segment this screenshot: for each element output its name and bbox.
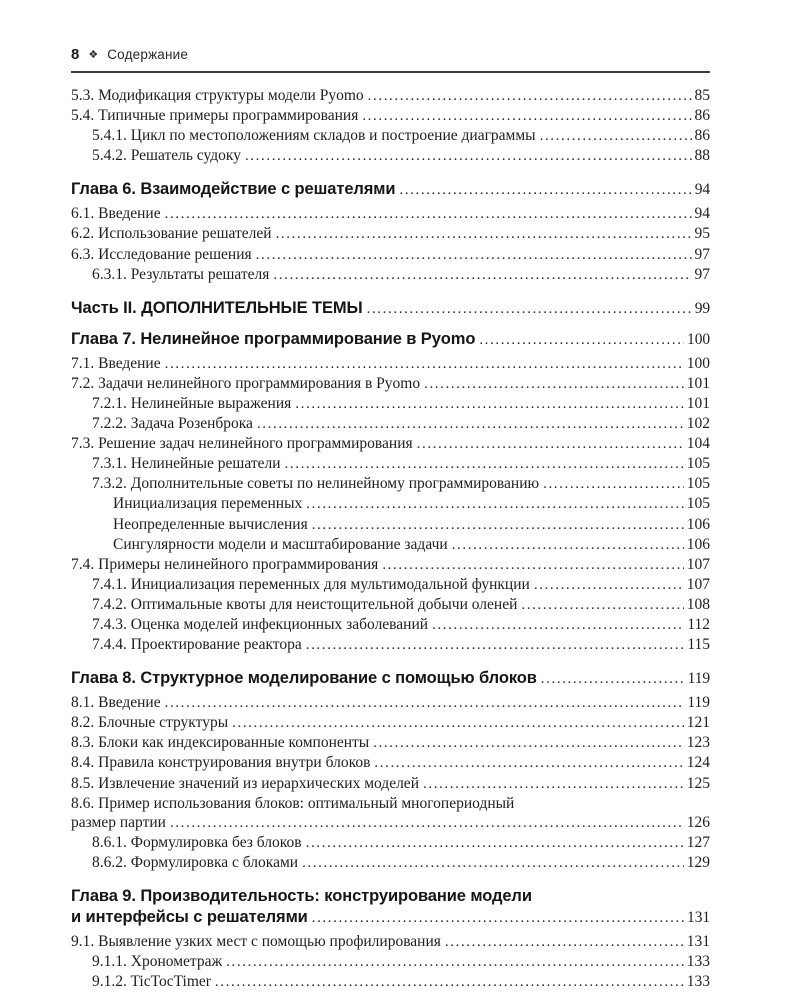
toc-entry [71, 833, 710, 853]
toc-entry [71, 126, 710, 146]
toc-entry-text: 7.2.1. Нелинейные выражения [92, 394, 292, 412]
dot-leader [215, 973, 684, 992]
dot-leader [521, 596, 683, 615]
toc-entry [71, 595, 710, 615]
toc-entry-text: 7.4.4. Проектирование реактора [92, 636, 302, 654]
toc-page-number: 95 [694, 225, 710, 243]
toc-page-number: 119 [687, 670, 710, 688]
dot-leader [165, 355, 684, 374]
toc-entry [71, 494, 710, 514]
toc-entry [71, 713, 710, 733]
dot-leader [423, 775, 684, 794]
dot-leader [417, 435, 684, 454]
toc-page-number: 97 [694, 265, 710, 283]
toc-entry [71, 932, 710, 952]
toc-entry [71, 794, 710, 833]
toc-entry [71, 374, 710, 394]
dot-leader [302, 854, 684, 873]
toc-entry-text: 9.1.1. Хронометраж [92, 953, 223, 971]
toc-chapter-entry [71, 179, 710, 201]
toc-entry [71, 774, 710, 794]
toc-entry [71, 394, 710, 414]
toc-entry-text: 8.4. Правила конструирования внутри блоков [71, 754, 371, 772]
toc-entry-text: Сингулярности модели и масштабирование задачи [113, 535, 448, 553]
toc-entry-text: Неопределенные вычисления [113, 515, 308, 533]
dot-leader [306, 834, 684, 853]
toc-page-number: 100 [687, 330, 710, 348]
toc-entry [71, 86, 710, 106]
toc-entry-text: 6.2. Использование решателей [71, 225, 272, 243]
toc-entry-text: 9.1.2. TicTocTimer [92, 973, 211, 991]
toc-part-entry [71, 298, 710, 320]
toc-entry [71, 952, 710, 972]
toc-entry-text: 7.2. Задачи нелинейного программирования в Pyomo [71, 374, 421, 392]
toc-entry-text: 8.5. Извлечение значений из иерархических моделей [71, 774, 419, 792]
toc-entry-text: и интерфейсы с решателями [71, 908, 308, 926]
toc-page-number: 105 [686, 475, 710, 493]
toc-entry-text: 8.2. Блочные структуры [71, 714, 229, 732]
toc-entry [71, 245, 710, 265]
toc-list [71, 86, 710, 992]
toc-page-number: 99 [694, 299, 710, 317]
toc-page-number: 115 [687, 636, 710, 654]
toc-page-number: 106 [686, 535, 710, 553]
dot-leader [367, 299, 692, 320]
dot-leader [540, 127, 692, 146]
dot-leader [295, 395, 683, 414]
toc-entry-text: 6.3.1. Результаты решателя [92, 265, 270, 283]
toc-chapter-entry [71, 329, 710, 351]
toc-entry-text: 8.6.2. Формулировка с блоками [92, 853, 299, 871]
dot-leader [256, 246, 692, 265]
toc-page-number: 127 [686, 833, 710, 851]
toc-entry-text: 5.4. Типичные примеры программирования [71, 107, 359, 125]
dot-leader [445, 933, 684, 952]
toc-chapter-entry [71, 886, 710, 929]
dot-leader [382, 556, 683, 575]
toc-page-number: 88 [694, 147, 710, 165]
dot-leader [541, 669, 685, 690]
toc-entry-text: 7.3.2. Дополнительные советы по нелинейному программированию [92, 475, 540, 493]
toc-entry-text: размер партии [71, 813, 166, 831]
toc-entry [71, 204, 710, 224]
toc-entry-text: Инициализация переменных [113, 495, 303, 513]
dot-leader [170, 814, 684, 833]
toc-page-number: 86 [694, 127, 710, 145]
dot-leader [452, 536, 684, 555]
dot-leader [479, 330, 684, 351]
toc-entry [71, 575, 710, 595]
toc-page-number: 100 [686, 354, 710, 372]
dot-leader [399, 180, 691, 201]
toc-entry [71, 106, 710, 126]
toc-entry-text: 5.3. Модификация структуры модели Pyomo [71, 87, 364, 104]
dot-leader [165, 694, 685, 713]
dot-leader [374, 754, 683, 773]
toc-entry-text: 6.3. Исследование решения [71, 245, 252, 263]
dot-leader [368, 87, 692, 106]
toc-entry [71, 414, 710, 434]
toc-entry-text: Глава 6. Взаимодействие с решателями [71, 180, 396, 199]
dot-leader [534, 576, 684, 595]
dot-leader [257, 415, 684, 434]
dot-leader [312, 908, 684, 929]
toc-page-number: 121 [686, 714, 710, 732]
toc-entry [71, 972, 710, 992]
toc-entry-text: 7.2.2. Задача Розенброка [92, 415, 253, 433]
toc-entry [71, 515, 710, 535]
toc-page-number: 129 [686, 853, 710, 871]
dot-leader [306, 495, 683, 514]
dot-leader [165, 205, 692, 224]
toc-page-number: 104 [686, 435, 710, 453]
toc-entry-text: 5.4.2. Решатель судоку [92, 147, 241, 165]
toc-entry [71, 693, 710, 713]
toc-page-number: 133 [686, 953, 710, 971]
toc-page-number: 102 [686, 415, 710, 433]
toc-page-number: 133 [686, 973, 710, 991]
toc-entry [71, 474, 710, 494]
toc-entry [71, 265, 710, 285]
toc-entry-text: Глава 7. Нелинейное программирование в Pyomo [71, 329, 476, 348]
toc-page-number: 119 [687, 694, 710, 712]
toc-entry-text: 7.3. Решение задач нелинейного программирования [71, 435, 413, 453]
toc-page-number: 107 [686, 575, 710, 593]
toc-entry [71, 224, 710, 244]
toc-entry-text: Глава 8. Структурное моделирование с помощью блоков [71, 669, 537, 688]
header-title: Содержание [107, 47, 189, 62]
toc-page-number: 101 [686, 394, 710, 412]
toc-entry-text: 7.4. Примеры нелинейного программирования [71, 555, 379, 573]
toc-page-number: 105 [686, 495, 710, 513]
toc-page-number: 107 [686, 555, 710, 573]
dot-leader [543, 475, 684, 494]
dot-leader [306, 636, 685, 655]
toc-page-number: 131 [687, 909, 710, 926]
toc-page-number: 131 [686, 933, 710, 950]
dot-leader [312, 516, 684, 535]
toc-page-number: 123 [686, 734, 710, 752]
dot-leader [245, 147, 692, 166]
page-header [71, 46, 710, 73]
toc-entry [71, 733, 710, 753]
toc-entry-text: Глава 9. Производительность: конструирование модели [71, 887, 532, 905]
toc-entry-text: 7.4.3. Оценка моделей инфекционных заболеваний [92, 615, 429, 633]
toc-page-number: 126 [686, 813, 710, 831]
toc-entry [71, 454, 710, 474]
diamond-ornament-icon: ❖ [88, 49, 99, 61]
toc-page-number: 101 [686, 374, 710, 392]
toc-page-number: 105 [686, 455, 710, 473]
toc-page-number: 108 [686, 595, 710, 613]
toc-page-number: 124 [686, 754, 710, 772]
toc-entry [71, 853, 710, 873]
toc-chapter-entry [71, 668, 710, 690]
toc-entry-text: 8.3. Блоки как индексированные компоненты [71, 734, 370, 752]
toc-entry [71, 615, 710, 635]
dot-leader [285, 455, 684, 474]
toc-entry-text: 9.1. Выявление узких мест с помощью профилирования [71, 933, 441, 950]
toc-entry [71, 635, 710, 655]
dot-leader [362, 107, 691, 126]
toc-page-number: 94 [694, 205, 710, 223]
toc-page-number: 85 [694, 87, 710, 104]
toc-entry [71, 753, 710, 773]
toc-entry [71, 555, 710, 575]
dot-leader [232, 714, 684, 733]
toc-page-number: 106 [686, 515, 710, 533]
dot-leader [276, 225, 692, 244]
dot-leader [273, 266, 691, 285]
dot-leader [373, 734, 684, 753]
dot-leader [432, 616, 684, 635]
toc-entry-text: 6.1. Введение [71, 205, 161, 223]
toc-entry-text: 8.6. Пример использования блоков: оптимальный многопериодный [71, 794, 515, 812]
toc-entry-text: 7.3.1. Нелинейные решатели [92, 455, 281, 473]
toc-page-number: 112 [687, 615, 710, 633]
toc-page-number: 125 [686, 774, 710, 792]
toc-entry-text: 8.1. Введение [71, 694, 161, 712]
toc-entry-text: 7.4.1. Инициализация переменных для мультимодальной функции [92, 575, 530, 593]
toc-page-number: 97 [694, 245, 710, 263]
toc-entry-text: 7.1. Введение [71, 354, 161, 372]
toc-entry-text: 5.4.1. Цикл по местоположениям складов и построение диаграммы [92, 127, 536, 145]
toc-entry [71, 354, 710, 374]
toc-entry [71, 434, 710, 454]
toc-entry [71, 535, 710, 555]
toc-entry-text: Часть II. ДОПОЛНИТЕЛЬНЫЕ ТЕМЫ [71, 298, 363, 317]
toc-entry [71, 146, 710, 166]
toc-entry-text: 7.4.2. Оптимальные квоты для неистощительной добычи оленей [92, 595, 518, 613]
toc-page-number: 86 [694, 107, 710, 125]
dot-leader [226, 953, 684, 972]
dot-leader [424, 375, 684, 394]
toc-entry-text: 8.6.1. Формулировка без блоков [92, 833, 302, 851]
header-page-number: 8 [71, 46, 80, 63]
toc-page-number: 94 [694, 181, 710, 199]
